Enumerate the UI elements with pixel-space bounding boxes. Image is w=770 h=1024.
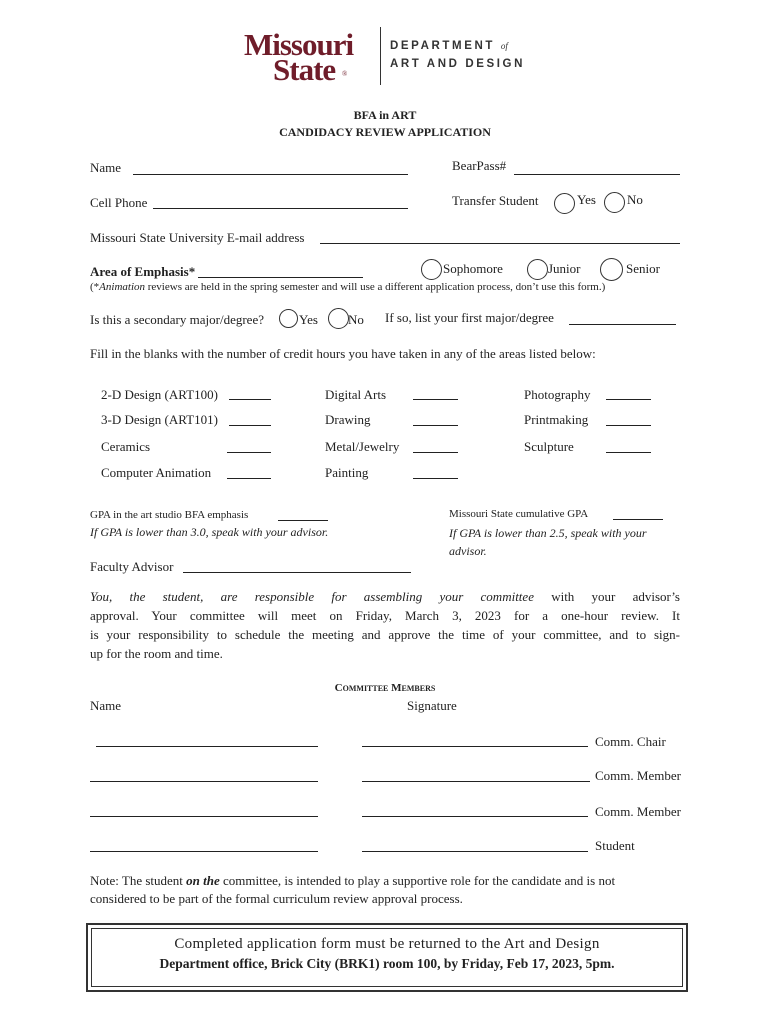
credit-metal-jewelry-field[interactable] [413,452,458,453]
committee-member2-signature-field[interactable] [362,816,588,817]
responsibility-line1-rest: with your advisor’s [533,589,680,604]
email-field[interactable] [320,243,680,244]
logo-dept-line2: ART AND DESIGN [390,58,526,70]
committee-role-student: Student [595,838,635,853]
committee-chair-signature-field[interactable] [362,746,588,747]
faculty-advisor-label: Faculty Advisor [90,559,174,574]
credit-sculpture-label: Sculpture [524,439,574,454]
secondary-yes-radio[interactable] [279,309,298,328]
faculty-advisor-field[interactable] [183,572,411,573]
logo-dept-line1: DEPARTMENT [390,40,496,52]
logo-missouri: Missouri [244,27,354,62]
credit-ceramics-field[interactable] [227,452,271,453]
credit-drawing-field[interactable] [413,425,458,426]
deadline-line1: Completed application form must be returned to the Art and Design [174,936,600,952]
secondary-major-label: Is this a secondary major/degree? [90,312,264,327]
credit-sculpture-field[interactable] [606,452,651,453]
sophomore-label: Sophomore [443,261,503,276]
logo-registered-mark: ® [342,70,348,78]
title-line1: BFA in ART [353,108,417,122]
senior-radio[interactable] [600,258,623,281]
area-of-emphasis-label: Area of Emphasis* [90,264,196,279]
logo-divider [380,27,381,85]
name-field[interactable] [133,174,408,175]
credit-2d-design-label: 2-D Design (ART100) [101,387,218,402]
deadline-box-inner [91,928,683,987]
credit-2d-design-field[interactable] [229,399,271,400]
title-line2: CANDIDACY REVIEW APPLICATION [279,125,491,139]
committee-student-name-field[interactable] [90,851,318,852]
animation-note [90,281,605,293]
responsibility-line1 [90,587,680,606]
junior-radio[interactable] [527,259,548,280]
cell-phone-field[interactable] [153,208,408,209]
email-label: Missouri State University E-mail address [90,230,305,245]
credit-printmaking-label: Printmaking [524,412,589,427]
credit-drawing-label: Drawing [325,412,371,427]
credit-3d-design-label: 3-D Design (ART101) [101,412,218,427]
credit-computer-animation-field[interactable] [227,478,271,479]
secondary-no-label: No [348,312,364,327]
committee-role-member2: Comm. Member [595,804,681,819]
committee-member1-signature-field[interactable] [362,781,590,782]
note-line2: considered to be part of the formal curriculum review approval process. [90,891,463,906]
junior-label: Junior [548,261,581,276]
bearpass-field[interactable] [514,174,680,175]
name-label: Name [90,160,122,175]
deadline-box [86,923,688,992]
note-rest: committee, is intended to play a supportive role for the candidate and is not [219,873,616,888]
senior-label: Senior [626,261,660,276]
gpa-studio-label: GPA in the art studio BFA emphasis [90,509,249,521]
gpa-cumulative-note-line2: advisor. [449,544,487,558]
transfer-no-radio[interactable] [604,192,625,213]
gpa-cumulative-label: Missouri State cumulative GPA [449,508,589,520]
committee-name-header: Name [90,698,122,713]
note-line1 [90,873,615,889]
transfer-yes-radio[interactable] [554,193,575,214]
first-major-label: If so, list your first major/degree [385,310,554,325]
secondary-no-radio[interactable] [328,308,349,329]
committee-role-member1: Comm. Member [595,768,681,783]
committee-role-chair: Comm. Chair [595,734,666,749]
committee-heading: Committee Members [334,682,436,694]
transfer-yes-label: Yes [577,192,596,207]
credit-metal-jewelry-label: Metal/Jewelry [325,439,400,454]
committee-signature-header: Signature [407,698,457,713]
credit-3d-design-field[interactable] [229,425,271,426]
responsibility-line1-italic: You, the student, are responsible for assembling your committee [90,589,534,604]
credit-hours-instruction: Fill in the blanks with the number of credit hours you have taken in any of the areas listed below: [90,346,596,361]
credit-digital-arts-field[interactable] [413,399,458,400]
committee-chair-name-field[interactable] [96,746,318,747]
credit-ceramics-label: Ceramics [101,439,151,454]
transfer-student-label: Transfer Student [452,193,539,208]
animation-note-italic: Animation [99,281,146,293]
gpa-cumulative-field[interactable] [613,519,663,520]
secondary-yes-label: Yes [299,312,318,327]
committee-student-signature-field[interactable] [362,851,588,852]
cell-phone-label: Cell Phone [90,195,148,210]
first-major-field[interactable] [569,324,676,325]
committee-member2-name-field[interactable] [90,816,318,817]
gpa-cumulative-note-line1: If GPA is lower than 2.5, speak with your [449,526,647,540]
responsibility-line3: is your responsibility to schedule the meeting and approve the time of your committee, and to sign- [90,627,680,642]
credit-digital-arts-label: Digital Arts [325,387,387,402]
area-of-emphasis-field[interactable] [198,277,363,278]
credit-printmaking-field[interactable] [606,425,651,426]
responsibility-line2: approval. Your committee will meet on Friday, March 3, 2023 for a one-hour review. It [90,608,680,623]
credit-painting-field[interactable] [413,478,458,479]
logo-state: State [273,52,336,87]
committee-member1-name-field[interactable] [90,781,318,782]
note-emphasis: on the [186,873,220,888]
credit-photography-label: Photography [524,387,591,402]
note-prefix: Note: The student [90,873,187,888]
credit-photography-field[interactable] [606,399,651,400]
responsibility-line4: up for the room and time. [90,646,223,661]
gpa-studio-note: If GPA is lower than 3.0, speak with your advisor. [90,525,329,539]
transfer-no-label: No [627,192,643,207]
animation-note-rest: reviews are held in the spring semester and will use a different application process, don’t use this form.) [145,281,606,293]
bearpass-label: BearPass# [452,158,507,173]
gpa-studio-field[interactable] [278,520,328,521]
deadline-line2: Department office, Brick City (BRK1) room 100, by Friday, Feb 17, 2023, 5pm. [159,956,615,971]
sophomore-radio[interactable] [421,259,442,280]
animation-note-prefix: (* [90,281,100,293]
logo-dept-of: of [500,41,508,51]
credit-painting-label: Painting [325,465,369,480]
credit-computer-animation-label: Computer Animation [101,465,212,480]
logo-department [390,40,508,52]
